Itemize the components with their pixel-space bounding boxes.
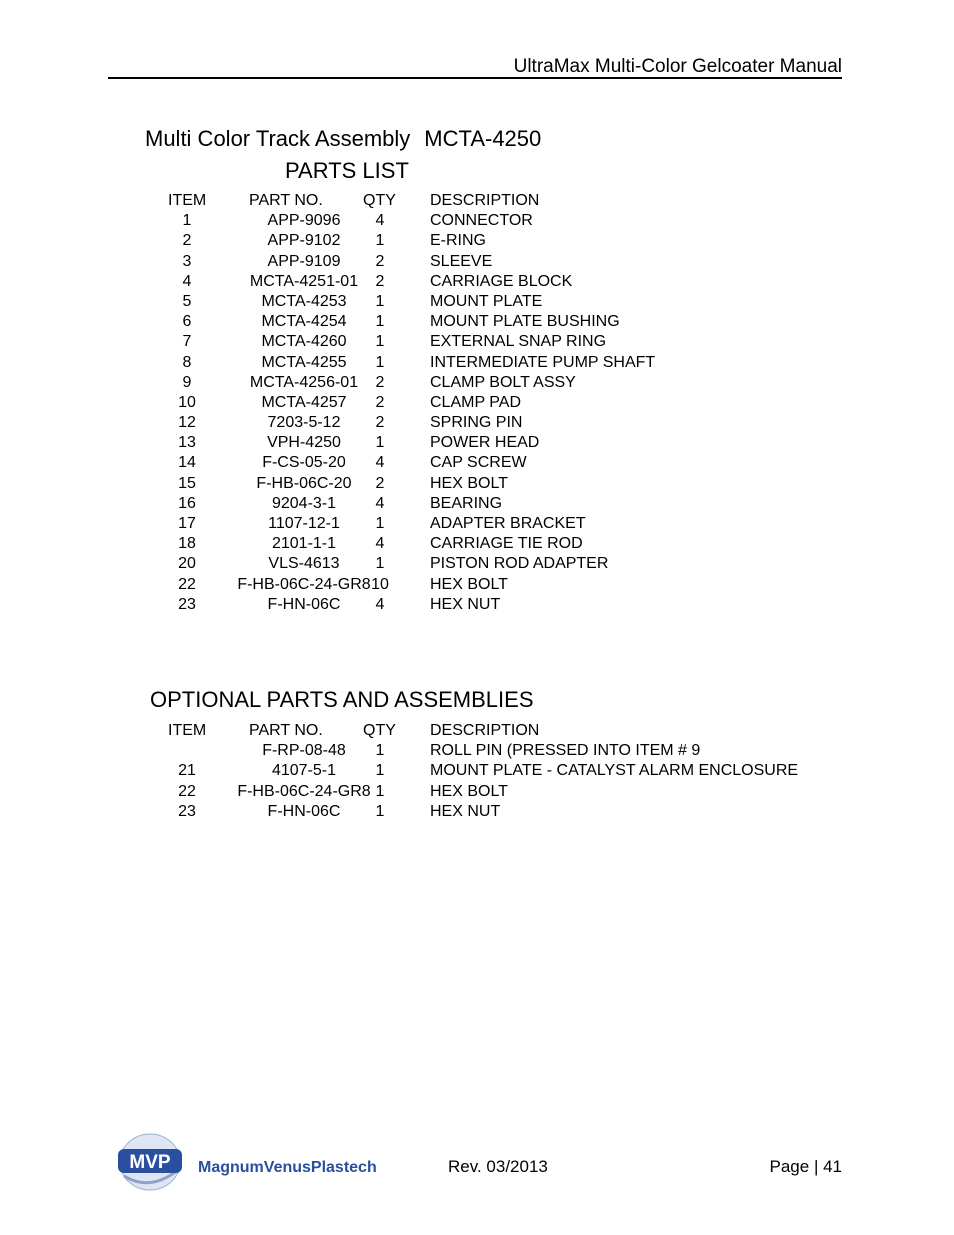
item-number: 17 [178, 515, 196, 532]
quantity: 2 [375, 414, 385, 432]
parts-list-heading: PARTS LIST [285, 158, 409, 183]
quantity: 1 [375, 232, 385, 250]
item-number: 13 [178, 434, 196, 452]
description: INTERMEDIATE PUMP SHAFT [430, 353, 656, 371]
part-number: 9204-3-1 [271, 494, 337, 512]
description: HEX BOLT [430, 575, 508, 593]
revision-date: Rev. 03/2013 [448, 1157, 548, 1176]
quantity: 4 [375, 212, 385, 230]
table-row [0, 803, 954, 823]
item-number: 12 [178, 414, 196, 432]
parts-list-table [0, 192, 954, 616]
optional-parts-table [0, 722, 954, 823]
table-row [0, 313, 954, 333]
quantity: 1 [375, 353, 385, 371]
item-number: 23 [178, 802, 196, 820]
quantity: 1 [375, 292, 385, 310]
column-header-item: ITEM [168, 722, 207, 739]
part-number: APP-9102 [267, 232, 341, 250]
description: ADAPTER BRACKET [430, 515, 586, 532]
optional-parts-header-row [0, 722, 954, 742]
part-number: MCTA-4260 [261, 333, 347, 351]
description: CAP SCREW [430, 454, 527, 472]
table-row [0, 232, 954, 252]
quantity: 4 [375, 454, 385, 472]
header-rule [108, 77, 842, 79]
item-number: 3 [182, 252, 192, 270]
item-number: 2 [182, 232, 192, 250]
header-title: UltraMax Multi-Color Gelcoater Manual [513, 56, 842, 77]
logo-text: MagnumVenusPlastech [198, 1159, 377, 1176]
item-number: 5 [182, 292, 192, 310]
item-number: 18 [178, 535, 196, 553]
assembly-title [145, 126, 541, 152]
description: CLAMP BOLT ASSY [430, 373, 576, 391]
table-row [0, 596, 954, 616]
part-number: APP-9096 [267, 212, 341, 230]
table-row [0, 783, 954, 803]
table-row [0, 454, 954, 474]
quantity: 1 [375, 762, 385, 780]
part-number: 1107-12-1 [268, 515, 340, 532]
quantity: 1 [375, 742, 385, 760]
item-number: 23 [178, 595, 196, 613]
table-row [0, 212, 954, 232]
part-number: F-HB-06C-24-GR8 [237, 575, 371, 593]
description: EXTERNAL SNAP RING [430, 333, 607, 351]
part-number: APP-9109 [267, 252, 341, 270]
column-header-qty: QTY [363, 722, 396, 739]
table-row [0, 293, 954, 313]
optional-parts-heading: OPTIONAL PARTS AND ASSEMBLIES [150, 687, 534, 712]
item-number: 7 [182, 333, 192, 351]
column-header-item: ITEM [168, 192, 207, 209]
description: HEX NUT [430, 802, 501, 820]
quantity: 2 [375, 474, 385, 492]
table-row [0, 535, 954, 555]
column-header-qty: QTY [363, 192, 396, 209]
quantity: 1 [375, 313, 385, 331]
page-number: Page | 41 [769, 1157, 842, 1176]
part-number: MCTA-4251-01 [249, 272, 359, 290]
table-row [0, 515, 954, 535]
description: CARRIAGE BLOCK [430, 272, 573, 290]
part-number: VPH-4250 [267, 434, 341, 452]
table-row [0, 495, 954, 515]
description: MOUNT PLATE BUSHING [430, 313, 620, 331]
quantity: 1 [375, 555, 385, 573]
table-row [0, 576, 954, 596]
part-number: F-RP-08-48 [262, 742, 346, 760]
table-row [0, 434, 954, 454]
item-number: 6 [182, 313, 192, 331]
part-number: F-HN-06C [267, 595, 341, 613]
part-number: 4107-5-1 [271, 762, 337, 780]
quantity: 2 [375, 272, 385, 290]
quantity: 4 [375, 494, 385, 512]
column-header-description: DESCRIPTION [430, 722, 540, 739]
quantity: 4 [375, 595, 385, 613]
quantity: 1 [375, 515, 385, 532]
item-number: 8 [182, 353, 192, 371]
part-number: F-HB-06C-20 [256, 474, 352, 492]
part-number: MCTA-4257 [261, 393, 347, 411]
part-number: 2101-1-1 [271, 535, 337, 553]
part-number: VLS-4613 [268, 555, 340, 573]
description: HEX BOLT [430, 782, 508, 800]
quantity: 1 [375, 782, 385, 800]
quantity: 2 [375, 252, 385, 270]
description: MOUNT PLATE - CATALYST ALARM ENCLOSURE [430, 762, 799, 780]
table-row [0, 475, 954, 495]
assembly-name: Multi Color Track Assembly [145, 126, 411, 151]
quantity: 2 [375, 373, 385, 391]
description: CONNECTOR [430, 212, 533, 230]
table-row [0, 374, 954, 394]
part-number: MCTA-4254 [261, 313, 347, 331]
description: CLAMP PAD [430, 393, 521, 411]
description: HEX NUT [430, 595, 501, 613]
quantity: 1 [375, 333, 385, 351]
item-number: 4 [182, 272, 192, 290]
item-number: 21 [178, 762, 196, 780]
column-header-part: PART NO. [249, 722, 323, 739]
item-number: 15 [178, 474, 196, 492]
quantity: 10 [371, 575, 389, 593]
description: POWER HEAD [430, 434, 540, 452]
item-number: 9 [182, 373, 192, 391]
quantity: 1 [375, 434, 385, 452]
table-row [0, 414, 954, 434]
item-number: 22 [178, 782, 196, 800]
parts-list-header-row [0, 192, 954, 212]
item-number: 22 [178, 575, 196, 593]
table-row [0, 555, 954, 575]
description: BEARING [430, 494, 503, 512]
table-row [0, 742, 954, 762]
table-row [0, 273, 954, 293]
table-row [0, 762, 954, 782]
item-number: 20 [178, 555, 196, 573]
part-number: F-CS-05-20 [262, 454, 346, 472]
description: MOUNT PLATE [430, 292, 543, 310]
column-header-part: PART NO. [249, 192, 323, 209]
column-header-description: DESCRIPTION [430, 192, 540, 209]
description: HEX BOLT [430, 474, 508, 492]
description: ROLL PIN (PRESSED INTO ITEM # 9 [430, 742, 701, 760]
part-number: MCTA-4255 [261, 353, 347, 371]
part-number: F-HB-06C-24-GR8 [237, 782, 371, 800]
quantity: 2 [375, 393, 385, 411]
company-logo [110, 1130, 400, 1194]
table-row [0, 253, 954, 273]
part-number: F-HN-06C [267, 802, 341, 820]
description: SPRING PIN [430, 414, 523, 432]
description: PISTON ROD ADAPTER [430, 555, 609, 573]
table-row [0, 333, 954, 353]
part-number: 7203-5-12 [267, 414, 341, 432]
table-row [0, 354, 954, 374]
item-number: 14 [178, 454, 196, 472]
description: CARRIAGE TIE ROD [430, 535, 583, 553]
assembly-code: MCTA-4250 [424, 126, 542, 151]
item-number: 10 [178, 393, 196, 411]
item-number: 16 [178, 494, 196, 512]
table-row [0, 394, 954, 414]
description: E-RING [430, 232, 486, 250]
part-number: MCTA-4256-01 [249, 373, 359, 391]
description: SLEEVE [430, 252, 493, 270]
item-number: 1 [182, 212, 192, 230]
quantity: 4 [375, 535, 385, 553]
part-number: MCTA-4253 [261, 292, 347, 310]
mvp-logo-icon [110, 1130, 400, 1194]
quantity: 1 [375, 802, 385, 820]
logo-mark: MVP [129, 1152, 171, 1173]
